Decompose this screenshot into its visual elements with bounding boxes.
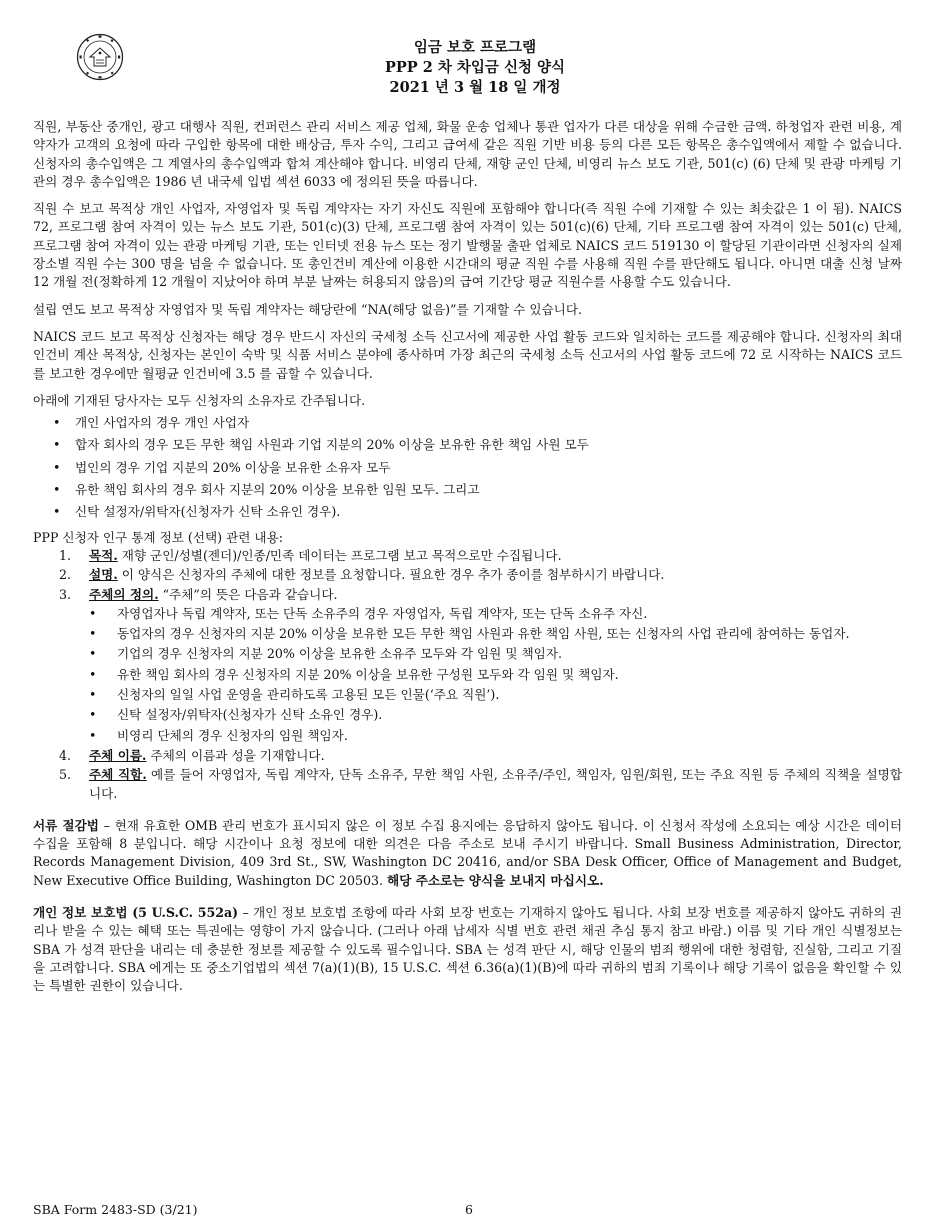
- list-item: [33, 586, 902, 745]
- item-term: 주체 직함.: [89, 767, 147, 783]
- gross-receipts-paragraph: 직원, 부동산 중개인, 광고 대행사 직원, 컨퍼런스 관리 서비스 제공 업체, 화물 운송 업체나 통관 업자가 다른 대상을 위해 수금한 금액. 하청업자 관련 비용, 계약자가 고객의 요청에 따라 구입한 항목에 대한 배상금, 투자 수익, 그리고 급여세 같은 직원 기반 비용 등의 다른 모든 항목은 총수입액에서 제할 수 없습니다. 신청자의 총수입액은 그 계열사의 총수입액과 합쳐 계산해야 합니다. 비영리 단체, 재향 군인 단체, 비영리 뉴스 보도 기관, 501(c) (6) 단체 및 관광 마케팅 기관의 경우 총수입액은 1986 년 내국세 입법 섹션 6033 에 정의된 뜻을 따릅니다.: [33, 119, 902, 189]
- privacy-label: 개인 정보 보호법 (5 U.S.C. 552a): [33, 904, 239, 920]
- program-title: 임금 보호 프로그램: [413, 39, 537, 56]
- list-item: [33, 566, 902, 584]
- item-text: 예를 들어 자영업자, 독립 계약자, 단독 소유주, 무한 책임 사원, 소유주/주인, 책임자, 임원/회원, 또는 주요 직원 등 주체의 직책을 설명합니다.: [89, 767, 903, 801]
- entity-definitions: [89, 605, 902, 745]
- paperwork-label: 서류 절감법: [33, 817, 99, 833]
- revision-date: 2021 년 3 월 18 일 개정: [389, 79, 561, 96]
- item-term: 주체 이름.: [89, 747, 147, 763]
- form-subtitle: PPP 2 차 차입금 신청 양식: [384, 59, 566, 76]
- list-item: • 유한 책임 회사의 경우 신청자의 지분 20% 이상을 보유한 구성원 모두와 각 임원 및 책임자.: [89, 666, 902, 684]
- demographics-intro: PPP 신청자 인구 통계 정보 (선택) 관련 내용:: [33, 529, 283, 545]
- list-item: [33, 766, 902, 803]
- list-item: [33, 547, 902, 565]
- year-established-paragraph: 설립 연도 보고 목적상 자영업자 및 독립 계약자는 해당란에 “NA(해당 없음)”를 기재할 수 있습니다.: [33, 301, 582, 317]
- privacy-text: – 개인 정보 보호법 조항에 따라 사회 보장 번호는 기재하지 않아도 됩니다. 사회 보장 번호를 제공하지 않아도 귀하의 권리나 받을 수 있는 혜택 또는 특권에는 영향이 가지 않습니다. (그러나 아래 납세자 식별 번호 관련 채권 추심 통지 참고 바람.) 이름 및 기타 개인 식별정보는 SBA 가 성격 판단을 내리는 데 충분한 정보를 제공할 수 있도록 필수입니다. SBA 는 성격 판단 시, 해당 인물의 범죄 행위에 대한 청렴함, 진실함, 그리고 기질을 고려합니다. SBA 에게는 또 중소기업법의 섹션 7(a)(1)(B), 15 U.S.C. 섹션 6.36(a)(1)(B)에 따라 귀하의 범죄 기록이나 해당 기록이 없음을 확인할 수 있는 특별한 권한이 있습니다.: [33, 904, 902, 994]
- item-term: 목적.: [89, 547, 118, 563]
- list-item: • 합자 회사의 경우 모든 무한 책임 사원과 기업 지분의 20% 이상을 보유한 유한 책임 사원 모두: [53, 436, 902, 454]
- demographics-list: [33, 547, 902, 803]
- item-text: 주체의 이름과 성을 기재합니다.: [146, 747, 325, 763]
- item-text: “주체”의 뜻은 다음과 같습니다.: [158, 586, 338, 602]
- list-item: • 비영리 단체의 경우 신청자의 임원 책임자.: [89, 727, 902, 745]
- privacy-act-paragraph: [33, 904, 902, 995]
- list-item: [33, 747, 902, 765]
- item-term: 설명.: [89, 567, 118, 583]
- paperwork-reduction-paragraph: [33, 817, 902, 890]
- owners-intro: 아래에 기재된 당사자는 모두 신청자의 소유자로 간주됩니다.: [33, 392, 366, 408]
- item-text: 이 양식은 신청자의 주체에 대한 정보를 요청합니다. 필요한 경우 추가 종이를 첨부하시기 바랍니다.: [117, 567, 665, 583]
- list-item: • 기업의 경우 신청자의 지분 20% 이상을 보유한 소유주 모두와 각 임원 및 책임자.: [89, 645, 902, 663]
- item-number: 2.: [59, 567, 72, 583]
- list-item: • 신탁 설정자/위탁자(신청자가 신탁 소유인 경우).: [89, 706, 902, 724]
- page-number: 6: [465, 1202, 473, 1217]
- form-identifier: SBA Form 2483-SD (3/21): [33, 1202, 198, 1217]
- paperwork-warning: 해당 주소로는 양식을 보내지 마십시오.: [387, 872, 604, 888]
- list-item: • 법인의 경우 기업 지분의 20% 이상을 보유한 소유자 모두: [53, 459, 902, 477]
- document-header: [0, 38, 950, 98]
- employee-count-paragraph: 직원 수 보고 목적상 개인 사업자, 자영업자 및 독립 계약자는 자기 자신도 직원에 포함해야 합니다(즉 직원 수에 기재할 수 있는 최솟값은 1 이 됨). NAICS 72, 프로그램 참여 자격이 있는 뉴스 보도 기관, 501(c)(3) 단체, 프로그램 참여 자격이 있는 501(c)(6) 단체, 기타 프로그램 참여 자격이 있는 501(c) 단체, 프로그램 참여 자격이 있는 관광 마케팅 기관, 또는 인터넷 전용 뉴스 또는 정기 발행물 출판 업체로 NAICS 코드 519130 이 할당된 기관이라면 신청자의 실제 장소별 직원 수는 300 명을 넘을 수 없습니다. 또 총인건비 계산에 이용한 시간대의 평균 직원 수를 사용해 직원 수를 판단해도 됩니다. 아니면 대출 신청 날짜 12 개월 전(정확하게 12 개월이 지났어야 하며 부분 날짜는 허용되지 않음)의 급여 기간당 평균 직원수를 사용할 수도 있습니다.: [33, 201, 902, 290]
- list-item: • 신청자의 일일 사업 운영을 관리하도록 고용된 모든 인물(‘주요 직원’).: [89, 686, 902, 704]
- list-item: • 유한 책임 회사의 경우 회사 지분의 20% 이상을 보유한 임원 모두. 그리고: [53, 481, 902, 499]
- list-item: • 신탁 설정자/위탁자(신청자가 신탁 소유인 경우).: [53, 503, 902, 521]
- item-term: 주체의 정의.: [89, 586, 159, 602]
- item-text: 재향 군인/성별(젠더)/인종/민족 데이터는 프로그램 보고 목적으로만 수집됩니다.: [117, 547, 562, 563]
- list-item: • 개인 사업자의 경우 개인 사업자: [53, 414, 902, 432]
- item-number: 1.: [59, 547, 72, 563]
- document-body: [33, 118, 902, 1004]
- list-item: • 동업자의 경우 신청자의 지분 20% 이상을 보유한 모든 무한 책임 사원과 유한 책임 사원, 또는 신청자의 사업 관리에 참여하는 동업자.: [89, 625, 902, 643]
- item-number: 4.: [59, 747, 72, 763]
- list-item: • 자영업자나 독립 계약자, 또는 단독 소유주의 경우 자영업자, 독립 계약자, 또는 단독 소유주 자신.: [89, 605, 902, 623]
- paperwork-text: – 현재 유효한 OMB 관리 번호가 표시되지 않은 이 정보 수집 용지에는 응답하지 않아도 됩니다. 이 신청서 작성에 소요되는 예상 시간은 데이터 수집을 포함해 8 분입니다. 해당 시간이나 요청 정보에 대한 의견은 다음 주소로 보내 주시기 바랍니다. Small Business Administration, Director, Records Management Division, 409 3rd St., SW, Washington DC 20416, and/or SBA Desk Officer, Office of Management and Budget, New Executive Office Building, Washington DC 20503.: [33, 817, 902, 888]
- naics-code-paragraph: NAICS 코드 보고 목적상 신청자는 해당 경우 반드시 자신의 국세청 소득 신고서에 제공한 사업 활동 코드와 일치하는 코드를 제공해야 합니다. 신청자의 최대 인건비 계산 목적상, 신청자는 본인이 숙박 및 식품 서비스 분야에 종사하며 가장 최근의 국세청 소득 신고서의 사업 활동 코드에 72 로 시작하는 NAICS 코드를 보고한 경우에만 월평균 인건비에 3.5 를 곱할 수 있습니다.: [33, 328, 902, 381]
- item-number: 5.: [59, 767, 72, 783]
- item-number: 3.: [59, 586, 72, 602]
- owners-list: [33, 414, 902, 521]
